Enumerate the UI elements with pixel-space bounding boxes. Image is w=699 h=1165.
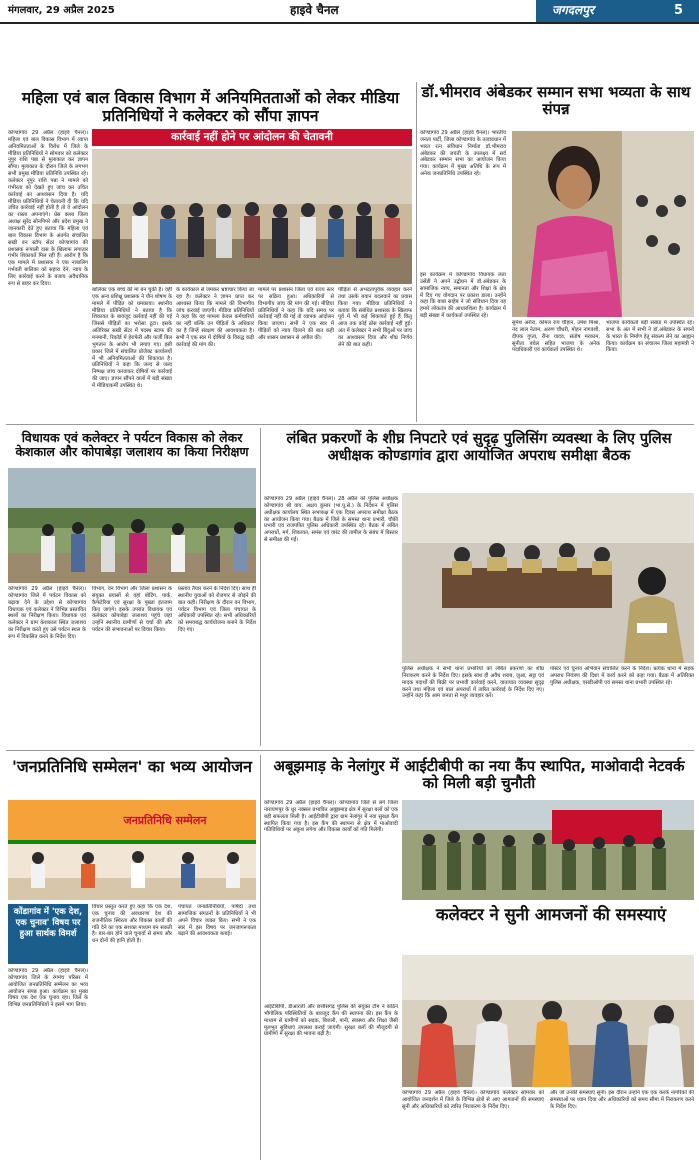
story1-col1: कोण्डागांव 29 अप्रैल (हाइवे चैनल)। महिला एवं बाल विकास विभाग में व्याप्त अनियमितताओं के विरोध में जिले के मीडिया प्रतिनिधियों ने सोमवार को कलेक्टर नूपुर राशि पन्ना से मुलाकात कर ज्ञापन सौंपा। मुलाकात के दौरान जिले के लगभग सभी प्रमुख मीडिया प्रतिनिधि उपस्थित रहे। कलेक्टर नूपुर राशि पन्ना ने मामले को गंभीरता को देखते हुए जांच कर उचित कार्रवाई का आश्वासन दिया है। यदि मीडिया प्रतिनिधियों ने चेतावनी दी कि यदि उचित कार्रवाई नहीं होती है तो वे आंदोलन का रास्ता अपनाएंगे। प्रेस क्लब जिला अध्यक्ष सुरेंद्र सोनपिपरे और प्रदेश प्रमुख ने जानकारी देते हुए बताया कि महिला एवं बाल विकास विभाग के अंतर्गत संचालित सखी वन स्टॉप सेंटर कोण्डागांव की प्रशासक रूपाली दास के खिलाफ लगातार गंभीर शिकायतें मिल रही हैं। आरोप है कि एक मामले में प्रशासक ने एक नाबालिग गर्भवती बालिका को सहारा देने, न्याय के लिए कार्रवाई करने के बजाय अवैधानिक रूप से बाहर कर दिया। (8, 130, 88, 287)
story7-photo (402, 955, 694, 1087)
story4-col1: कोण्डागांव 29 अप्रैल (हाइवे चैनल)। 28 अप्रैल को पुलिस अधीक्षक कोण्डागांव श्री वाय. अक्षय कुमार (भा.पु.से.) के निर्देशन में पुलिस अधीक्षक कार्यालय स्थित सभाकक्ष में एक दिवस अपराध समीक्षा बैठक का आयोजन किया गया। बैठक में जिले के समस्त थाना प्रभारी, चौकी प्रभारी एवं राजपत्रित पुलिस अधिकारी उपस्थित रहे। बैठक में लंबित अपराधों, मर्ग, शिकायत, समंस एवं वारंट की तामील के संबंध में विस्तार से समीक्षा की गई। (264, 496, 398, 544)
story7-col1: कोण्डागांव 29 अप्रैल (हाइवे चैनल)। कोण्डागांव कलेक्टर सोमवार को आयोजित जनदर्शन में जिले के विभिन्न क्षेत्रों से आए आमजनों की समस्याएं सुनी और अधिकारियों को त्वरित निराकरण के निर्देश दिए। (402, 1090, 544, 1110)
story2-photo (512, 131, 694, 317)
story3-headline: विधायक एवं कलेक्टर ने पर्यटन विकास को लेकर केशकाल और कोपाबेड़ा जलाशय का किया निरीक्षण (15, 430, 249, 460)
story4-photo (402, 493, 694, 663)
story1-col3: के कार्यकाल से जमकर भ्रष्टाचार किया जा रहा है। कलेक्टर ने ज्ञापन प्राप्त कर आश्वस्त किया कि मामले की विभागीय जांच करवाई जाएगी। मीडिया प्रतिनिधियों ने कहा कि यह मामला केवल कर्मचारियों का नहीं बल्कि उन पीड़ितों के अधिकार का है जिन्हें संरक्षण की आवश्यकता है। सभी ने एक स्वर में दोषियों के विरुद्ध कड़ी कार्रवाई की मांग की। (176, 287, 254, 348)
story1-col4: मामले पर प्रशासन जिला एवं राज्य स्तर पर सक्रिय हुआ। अधिकारियों से विभागीय जांच की मांग की गई। मीडिया प्रतिनिधियों ने कहा कि यदि समय पर कार्रवाई नहीं की गई तो व्यापक आंदोलन किया जाएगा। सभी ने एक स्वर में पीड़ितों को न्याय दिलाने की बात कही और शासन प्रशासन से अपील की। (258, 287, 334, 342)
story3-photo (8, 468, 256, 583)
story1-col5: पीड़िता से अभद्रतापूर्वक व्यवहार करने तथा उसके बयान बदलवाने का प्रयास किया गया। मीडिया प्रतिनिधियों ने बताया कि संबंधित प्रशासक के खिलाफ पूर्व में भी कई शिकायतें हुई हैं किंतु आज तक कोई ठोस कार्रवाई नहीं हुई। अंत में कलेक्टर ने सभी बिंदुओं पर जांच का आश्वासन दिया और शीघ्र निर्णय लेने की बात कही। (338, 287, 412, 348)
column-divider (416, 82, 417, 422)
story4-col2: पुलिस अधीक्षक ने सभी थाना प्रभारियों को लंबित प्रकरणों का शीघ्र निराकरण करने के निर्देश दिए। इसके साथ ही अवैध शराब, जुआ, सट्टा एवं मादक पदार्थों की बिक्री पर प्रभावी कार्रवाई करने, यातायात व्यवस्था सुदृढ़ करने तथा महिला एवं बाल अपराधों में त्वरित कार्रवाई के निर्देश दिए गए। उन्होंने कहा कि आम जनता से मधुर व्यवहार करें। (402, 666, 544, 700)
story1-headline: महिला एवं बाल विकास विभाग में अनियमितताओं को लेकर मीडिया प्रतिनिधियों ने कलेक्टर को सौंपा ज्ञापन (21, 89, 400, 125)
story2-col4: भाजपा कार्यकर्ता बड़ी संख्या में उपस्थित रहे। सभा के अंत में सभी ने डॉ.अंबेडकर के सपनों के भारत के निर्माण हेतु संकल्प लेने का आह्वान किया। कार्यक्रम का संचालन जिला महामंत्री ने किया। (606, 320, 694, 354)
city-name: जगदलपुर (552, 3, 594, 17)
section-divider (6, 424, 694, 425)
page-number: 5 (674, 3, 684, 18)
story5-subhead: कोंडागांव में 'एक देश, एक चुनाव' विषय पर हुआ सार्थक विमर्श (8, 904, 88, 964)
story6-col1: कोण्डागांव 29 अप्रैल (हाइवे चैनल)। कोण्डागांव जिले से लगे जिला नारायणपुर के धुर नक्सल प्रभावित अबूझमाड़ क्षेत्र में सुरक्षा बलों को एक बड़ी सफलता मिली है। आईटीबीपी द्वारा ग्राम नेलांगुर में नया सुरक्षा कैंप स्थापित किया गया है। इस कैंप की स्थापना से क्षेत्र में माओवादी गतिविधियों पर अंकुश लगेगा और विकास कार्यों को गति मिलेगी। (264, 800, 398, 834)
issue-date: मंगलवार, 29 अप्रैल 2025 (8, 5, 115, 16)
story5-headline: 'जनप्रतिनिधि सम्मेलन' का भव्य आयोजन (11, 757, 253, 776)
story1-photo (92, 149, 412, 284)
header-rule (0, 22, 699, 24)
story5-col2: विचार प्रस्तुत करते हुए कहा कि एक देश, एक चुनाव की अवधारणा देश की राजनीतिक स्थिरता और विकास कार्यों की गति देने का एक सशक्त माध्यम बन सकती है। बार-बार होने वाले चुनावों से समय और धन दोनों की हानि होती है। (92, 904, 172, 945)
story3-col2: विभाग, वन विभाग और जिला प्रशासन के संयुक्त प्रयासों से यहां बोटिंग, पार्क, कैफेटेरिया एवं सुरक्षा के पुख्ता इंतजाम किए जाएंगे। इसके उपरांत विधायक एवं कलेक्टर कोपाबेड़ा जलाशय पहुंचे जहां उन्होंने स्थानीय ग्रामीणों से चर्चा की और पर्यटन की संभावनाओं पर विचार किया। (92, 586, 172, 634)
story6-headline: अबूझमाड़ के नेलांगुर में आईटीबीपी का नया कैंप स्थापित, माओवादी नेटवर्क को मिली बड़ी चुनौती (273, 757, 685, 793)
story4-col3: पोस्टर एवं चुनाव अभियान संचालित करने के निर्देश। प्रत्येक थाना में सड़क अपराध नियंत्रण की दिशा में कार्य करने को कहा गया। बैठक में अतिरिक्त पुलिस अधीक्षक, एसडीओपी एवं समस्त थाना प्रभारी उपस्थित रहे। (550, 666, 694, 686)
column-divider (260, 755, 261, 1160)
story3-col3: प्रस्ताव तैयार करने के निर्देश दिए। साथ ही स्थानीय युवाओं को रोजगार से जोड़ने की बात कही। निरीक्षण के दौरान वन विभाग, पर्यटन विभाग एवं जिला पंचायत के अधिकारी उपस्थित रहे। सभी अधिकारियों को समयबद्ध कार्ययोजना बनाने के निर्देश दिए गए। (178, 586, 256, 634)
story2-col2: इस कार्यक्रम में कोण्डागांव विधायक लता उसेंडी ने अपने उद्बोधन में डॉ.अंबेडकर के सामाजिक न्याय, समानता और शिक्षा के क्षेत्र में दिए गए योगदान पर प्रकाश डाला। उन्होंने कहा कि बाबा साहेब ने जो संविधान दिया वह हमारे लोकतंत्र की आधारशिला है। कार्यक्रम में बड़ी संख्या में कार्यकर्ता उपस्थित रहे। (420, 272, 506, 320)
story3-col1: कोण्डागांव 29 अप्रैल (हाइवे चैनल)। कोण्डागांव जिले में पर्यटन विकास को बढ़ावा देने के उद्देश्य से कोण्डागांव विधायक एवं कलेक्टर ने विभिन्न प्रस्तावित स्थलों का निरीक्षण किया। विधायक एवं कलेक्टर ने ग्राम केशकाल स्थित जलाशय का निरीक्षण करते हुए उसे पर्यटन स्थल के रूप में विकसित करने के निर्देश दिए। (8, 586, 86, 641)
story4-headline: लंबित प्रकरणों के शीघ्र निपटारे एवं सुदृढ़ पुलिसिंग व्यवस्था के लिए पुलिस अधीक्षक कोण्डागांव द्वारा आयोजित अपराध समीक्षा बैठक (286, 431, 672, 464)
section-divider (6, 750, 694, 751)
column-divider (260, 428, 261, 746)
story1-col2: बालिका एक बच्चे की मां बन चुकी है। वहीं एक अन्य प्रशिक्षु प्रशासक ने यौन शोषण के मामले में पीड़ित को धमकाया। स्थानीय मीडिया प्रतिनिधियों ने बताया है कि शिकायत के बावजूद कार्रवाई नहीं की गई जिससे पीड़ितों का भरोसा टूटा। इसके अतिरिक्त सखी सेंटर में पदस्थ स्टाफ की मनमानी, रिकॉर्ड में हेराफेरी और फर्जी बिल भुगतान के आरोप भी लगाए गए। इसी प्रकार जिले में संचालित प्रोजेक्ट कार्यालयों में भी अनियमितताओं की शिकायत है। प्रतिनिधियों ने कहा कि जल्द से जल्द निष्पक्ष जांच करवाकर दोषियों पर कार्रवाई की जाए। ज्ञापन सौंपने वालों में बड़ी संख्या में मीडियाकर्मी उपस्थित थे। (92, 287, 172, 390)
story2-col3: सुमेश अरोरा, कोमल राय चौहान, उमेश मिश्रा, नंद लाल नेताम, अरुण चौधरी, मोहन नागवंशी, दीपक गुप्ता, रीना यादव, संतोष मरकाम, सुनीता बघेल सहित भाजपा के अनेक पदाधिकारी एवं कार्यकर्ता उपस्थित थे। (512, 320, 600, 354)
story7-headline: कलेक्टर ने सुनी आमजनों की समस्याएं (435, 905, 667, 924)
page-header (0, 0, 699, 22)
story2-headline: डॉ.भीमराव अंबेडकर सम्मान सभा भव्यता के साथ संपन्न (421, 83, 691, 119)
story5-photo-banner: जनप्रतिनिधि सम्मेलन (123, 814, 207, 827)
newspaper-name: हाइवे चैनल (290, 3, 339, 17)
story5-col1: कोण्डागांव 29 अप्रैल (हाइवे चैनल)। कोण्डागांव जिले के रंगमंच परिसर में आयोजित जनप्रतिनिधि सम्मेलन का भव्य आयोजन संपन्न हुआ। कार्यक्रम का मुख्य विषय एक देश एक चुनाव रहा। जिले के विभिन्न जनप्रतिनिधियों ने इसमें भाग लिया। (8, 968, 88, 1009)
story6-photo (402, 800, 694, 900)
story7-col2: और जो उनकी समस्याएं सुनी। इस दौरान उन्होंने एक एक करके नागरिकों की समस्याओं पर ध्यान दिया और अधिकारियों को समय सीमा में निराकरण करने के निर्देश दिए। (550, 1090, 694, 1110)
story6-col2: आईटीबीपी, डीआरजी और छत्तीसगढ़ पुलिस की संयुक्त टीम ने कठिन भौगोलिक परिस्थितियों के बावजूद कैंप की स्थापना की। इस कैंप के माध्यम से ग्रामीणों को सड़क, बिजली, पानी, स्वास्थ्य और शिक्षा जैसी मूलभूत सुविधाएं उपलब्ध कराई जाएंगी। सुरक्षा बलों की मौजूदगी से ग्रामीणों में सुरक्षा की भावना बढ़ी है। (264, 1004, 398, 1038)
story5-col3: पंचायत जनप्रतिनिधियों, पार्षदों तथा सामाजिक संगठनों के प्रतिनिधियों ने भी अपने विचार व्यक्त किए। सभी ने एक स्वर में इस विषय पर जनजागरूकता बढ़ाने की आवश्यकता बताई। (178, 904, 256, 938)
story1-banner: कार्रवाई नहीं होने पर आंदोलन की चेतावनी (92, 129, 412, 146)
story2-col1: कोण्डागांव 29 अप्रैल (हाइवे चैनल)। भारतीय जनता पार्टी, जिला कोण्डागांव के तत्वावधान में भारत रत्न संविधान निर्माता डॉ.भीमराव अंबेडकर की जयंती के उपलक्ष्य में सर्व अंबेडकर सम्मान सभा का आयोजन किया गया। कार्यक्रम में मुख्य अतिथि के रूप में अनेक जनप्रतिनिधि उपस्थित रहे। (420, 130, 506, 178)
